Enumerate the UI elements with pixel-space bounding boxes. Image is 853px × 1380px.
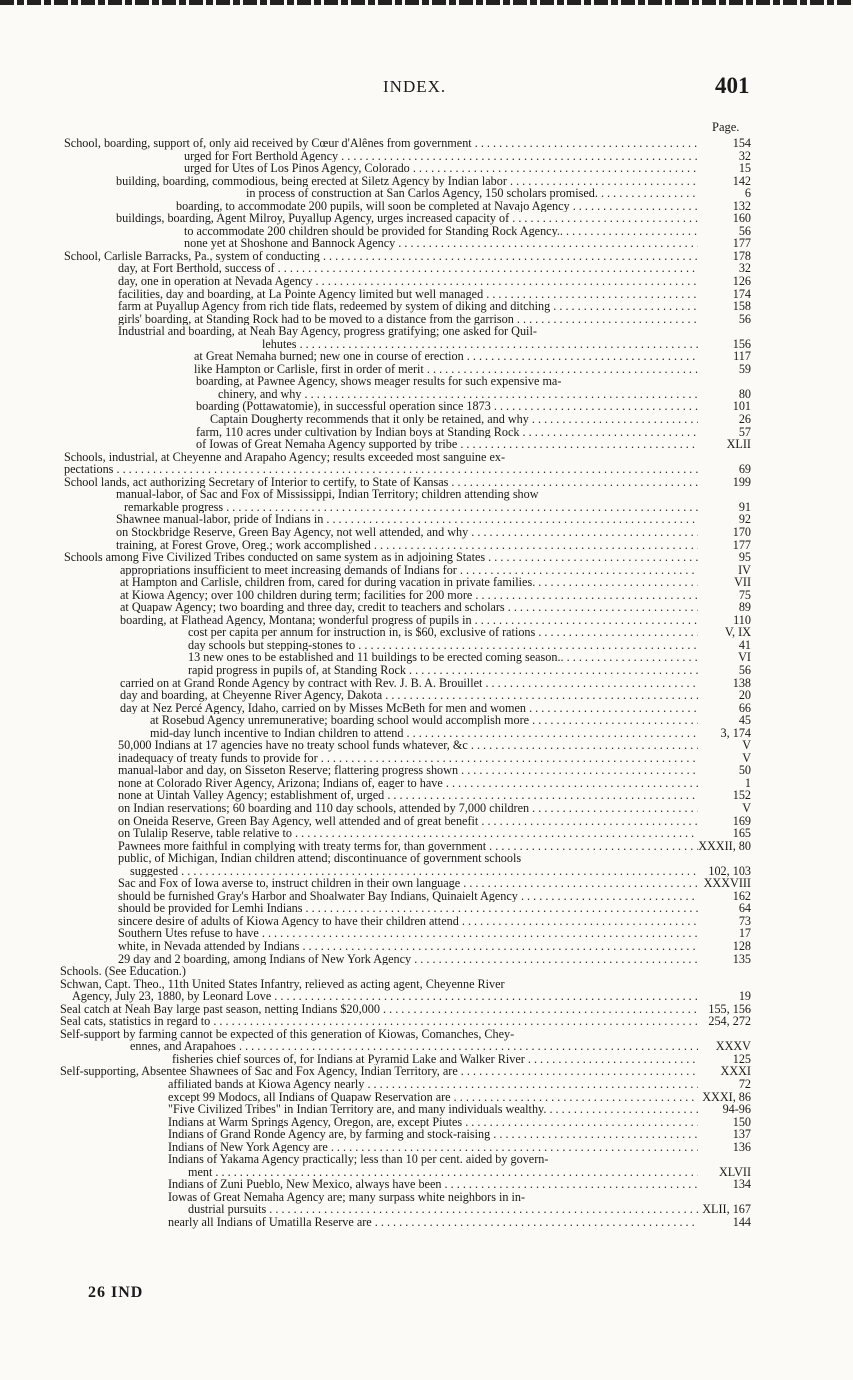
index-entry — [0, 1116, 853, 1129]
entry-page-ref: XXXVIII — [703, 876, 751, 891]
entry-text: at Hampton and Carlisle, children from, cared for during vacation in private families. . . . — [120, 576, 698, 589]
entry-page-ref: 152 — [732, 788, 751, 803]
entry-page-ref: V — [742, 800, 751, 815]
entry-text: boarding, at Pawnee Agency, shows meager results for such expensive ma- — [196, 374, 562, 389]
entry-text: manual-labor and day, on Sisseton Reserve; flattering progress shown . . . — [118, 764, 698, 777]
index-entry — [0, 815, 853, 828]
entry-text: none yet at Shoshone and Bannock Agency . . . — [184, 237, 698, 250]
entry-page-ref: 160 — [732, 211, 751, 226]
entry-page-ref: 199 — [732, 474, 751, 489]
entry-page-ref: 169 — [732, 813, 751, 828]
entry-page-ref: 135 — [732, 951, 751, 966]
index-entry — [0, 526, 853, 539]
index-entry — [0, 789, 853, 802]
entry-text: remarkable progress . . . — [124, 501, 698, 514]
index-entry — [0, 890, 853, 903]
entry-text: mid-day lunch incentive to Indian children to attend . . . — [150, 727, 698, 740]
entry-text: day and boarding, at Cheyenne River Agency, Dakota . . . — [120, 689, 698, 702]
entry-page-ref: 134 — [732, 1177, 751, 1192]
entry-page-ref: 92 — [738, 512, 751, 527]
index-entry — [0, 827, 853, 840]
index-entry — [0, 639, 853, 652]
index-entry — [0, 965, 853, 978]
index-entry — [0, 1040, 853, 1053]
entry-text: at Kiowa Agency; over 100 children during term; facilities for 200 more . . . — [120, 589, 698, 602]
index-entry — [0, 338, 853, 351]
entry-text: fisheries chief sources of, for Indians at Pyramid Lake and Walker River . . . — [172, 1053, 698, 1066]
index-entry — [0, 601, 853, 614]
index-entry — [0, 564, 853, 577]
entry-page-ref: 26 — [738, 412, 751, 427]
index-entry — [0, 752, 853, 765]
index-entry — [0, 990, 853, 1003]
entry-text: except 99 Modocs, all Indians of Quapaw Reservation are . . . — [168, 1091, 698, 1104]
index-entry — [0, 902, 853, 915]
entry-text: facilities, day and boarding, at La Pointe Agency limited but well managed . . . — [118, 288, 698, 301]
index-entry — [0, 689, 853, 702]
index-entry — [0, 714, 853, 727]
index-entry — [0, 187, 853, 200]
index-entry — [0, 288, 853, 301]
index-entry — [0, 915, 853, 928]
entry-page-ref: 95 — [738, 550, 751, 565]
entry-page-ref: 154 — [732, 136, 751, 150]
index-entry — [0, 250, 853, 263]
index-entry — [0, 375, 853, 388]
entry-text: urged for Fort Berthold Agency . . . — [184, 150, 698, 163]
signature-mark: 26 IND — [88, 1284, 144, 1301]
entry-page-ref: 41 — [738, 637, 751, 652]
index-entry — [0, 1216, 853, 1229]
entry-page-ref: 64 — [738, 901, 751, 916]
entry-page-ref: 45 — [738, 713, 751, 728]
entry-text: boarding, at Flathead Agency, Montana; wonderful progress of pupils in . . . — [120, 614, 698, 627]
entry-text: Schools, industrial, at Cheyenne and Arapaho Agency; results exceeded most sanguine ex- — [64, 449, 506, 464]
index-entry — [0, 275, 853, 288]
index-entry — [0, 1153, 853, 1166]
entry-text: 13 new ones to be established and 11 buildings to be erected coming season.. . . . — [188, 651, 698, 664]
index-entry — [0, 877, 853, 890]
entry-text: Shawnee manual-labor, pride of Indians in . . . — [116, 513, 698, 526]
entry-page-ref: XLII, 167 — [702, 1202, 751, 1217]
index-entry — [0, 200, 853, 213]
index-entry — [0, 413, 853, 426]
entry-page-ref: 142 — [732, 173, 751, 188]
index-entry — [0, 927, 853, 940]
entry-page-ref: IV — [738, 562, 751, 577]
entry-text: Iowas of Great Nemaha Agency are; many surpass white neighbors in in- — [168, 1189, 526, 1204]
entry-text: Pawnees more faithful in complying with treaty terms for, than government . . . — [118, 840, 698, 853]
index-entry — [0, 400, 853, 413]
entry-text: boarding (Pottawatomie), in successful operation since 1873 . . . — [196, 400, 698, 413]
entry-page-ref: 177 — [732, 537, 751, 552]
entry-text: Indians of Zuni Pueblo, New Mexico, always have been . . . — [168, 1178, 698, 1191]
entry-text: Schwan, Capt. Theo., 11th United States Infantry, relieved as acting agent, Cheyenne River — [60, 976, 505, 991]
entry-page-ref: V — [742, 750, 751, 765]
entry-text: Self-supporting, Absentee Shawnees of Sac and Fox Agency, Indian Territory, are . . . — [60, 1065, 698, 1078]
index-entry — [0, 1065, 853, 1078]
entry-text: at Great Nemaha burned; new one in course of erection . . . — [194, 350, 698, 363]
entry-text: suggested . . . — [130, 865, 698, 878]
index-entry — [0, 175, 853, 188]
entry-page-ref: 162 — [732, 888, 751, 903]
entry-page-ref: 3, 174 — [720, 725, 751, 740]
entry-text: on Indian reservations; 60 boarding and 110 day schools, attended by 7,000 children . . . — [118, 802, 698, 815]
index-entry — [0, 802, 853, 815]
index-entry — [0, 1103, 853, 1116]
index-entry — [0, 237, 853, 250]
index-entry — [0, 777, 853, 790]
index-entry — [0, 978, 853, 991]
page-number: 401 — [715, 73, 750, 98]
entry-page-ref: 155, 156 — [708, 1001, 751, 1016]
entry-page-ref: 32 — [738, 148, 751, 163]
entry-text: Sac and Fox of Iowa averse to, instruct children in their own language . . . — [118, 877, 698, 890]
entry-page-ref: 32 — [738, 261, 751, 276]
entry-text: dustrial pursuits . . . — [188, 1203, 698, 1216]
index-entry — [0, 513, 853, 526]
index-entry — [0, 1166, 853, 1179]
entry-page-ref: 20 — [738, 688, 751, 703]
index-entry — [0, 325, 853, 338]
entry-text: nearly all Indians of Umatilla Reserve are . . . — [168, 1216, 698, 1229]
entry-page-ref: 110 — [733, 612, 751, 627]
index-entry — [0, 300, 853, 313]
entry-page-ref: V, IX — [724, 625, 751, 640]
entry-page-ref: VII — [734, 575, 751, 590]
entry-text: day, at Fort Berthold, success of . . . — [118, 262, 698, 275]
entry-page-ref: V — [742, 738, 751, 753]
entry-page-ref: 165 — [732, 826, 751, 841]
entry-page-ref: 132 — [732, 198, 751, 213]
index-entry — [0, 764, 853, 777]
entry-page-ref: 137 — [732, 1127, 751, 1142]
entry-text: ment . . . — [188, 1166, 698, 1179]
entry-page-ref: 126 — [732, 274, 751, 289]
index-entry — [0, 852, 853, 865]
entry-page-ref: 56 — [738, 662, 751, 677]
entry-page-ref: XXXI — [720, 1064, 751, 1079]
index-entry — [0, 651, 853, 664]
entry-text: buildings, boarding, Agent Milroy, Puyallup Agency, urges increased capacity of . . . — [116, 212, 698, 225]
entry-page-ref: 66 — [738, 700, 751, 715]
entry-page-ref: VI — [738, 650, 751, 665]
entry-text: Indians of Yakama Agency practically; less than 10 per cent. aided by govern- — [168, 1152, 549, 1167]
entry-text: Southern Utes refuse to have . . . — [118, 927, 698, 940]
index-entry — [0, 677, 853, 690]
entry-text: Indians at Warm Springs Agency, Oregon, are, except Piutes . . . — [168, 1116, 698, 1129]
entry-page-ref: 117 — [733, 349, 751, 364]
entry-page-ref: 6 — [744, 186, 751, 201]
entry-page-ref: 1 — [744, 775, 751, 790]
entry-page-ref: 56 — [738, 223, 751, 238]
index-entry — [0, 1078, 853, 1091]
index-entry — [0, 150, 853, 163]
index-entry — [0, 1203, 853, 1216]
entry-text: 50,000 Indians at 17 agencies have no treaty school funds whatever, &c . . . — [118, 739, 698, 752]
entry-page-ref: 158 — [732, 299, 751, 314]
entry-page-ref: 174 — [732, 286, 751, 301]
index-entry — [0, 350, 853, 363]
entry-page-ref: 177 — [732, 236, 751, 251]
index-entry — [0, 262, 853, 275]
entry-text: sincere desire of adults of Kiowa Agency to have their children attend . . . — [118, 915, 698, 928]
entry-page-ref: 170 — [732, 524, 751, 539]
entry-text: appropriations insufficient to meet increasing demands of Indians for . . . — [120, 564, 698, 577]
index-entry — [0, 727, 853, 740]
entry-text: manual-labor, of Sac and Fox of Mississippi, Indian Territory; children attending show — [116, 487, 539, 502]
entry-text: rapid progress in pupils of, at Standing Rock . . . — [188, 664, 698, 677]
index-entry — [0, 664, 853, 677]
index-entry — [0, 1015, 853, 1028]
entry-text: School lands, act authorizing Secretary of Interior to certify, to State of Kansas . . . — [64, 476, 698, 489]
entry-page-ref: 102, 103 — [708, 863, 751, 878]
entry-text: white, in Nevada attended by Indians . . . — [118, 940, 698, 953]
entry-page-ref: 17 — [738, 926, 751, 941]
entry-page-ref: 138 — [732, 675, 751, 690]
index-entry — [0, 488, 853, 501]
entry-text: urged for Utes of Los Pinos Agency, Colorado . . . — [184, 162, 698, 175]
entry-text: affiliated bands at Kiowa Agency nearly . . . — [168, 1078, 698, 1091]
entry-text: Agency, July 23, 1880, by Leonard Love . . . — [72, 990, 698, 1003]
entry-page-ref: 254, 272 — [708, 1014, 751, 1029]
entry-text: day schools but stepping-stones to . . . — [188, 639, 698, 652]
entry-text: 29 day and 2 boarding, among Indians of New York Agency . . . — [118, 953, 698, 966]
index-entry — [0, 576, 853, 589]
entry-page-ref: 156 — [732, 336, 751, 351]
entry-page-ref: 57 — [738, 424, 751, 439]
entry-text: Schools. (See Education.) — [60, 964, 186, 979]
index-entry — [0, 501, 853, 514]
entry-text: to accommodate 200 children should be provided for Standing Rock Agency.. . . . — [184, 225, 698, 238]
entry-page-ref: XLVII — [718, 1164, 751, 1179]
index-entry — [0, 940, 853, 953]
entry-text: Seal cats, statistics in regard to . . . — [60, 1015, 698, 1028]
entry-text: at Quapaw Agency; two boarding and three day, credit to teachers and scholars . . . — [120, 601, 698, 614]
entry-page-ref: 125 — [732, 1051, 751, 1066]
entry-page-ref: 69 — [738, 462, 751, 477]
entry-page-ref: 150 — [732, 1114, 751, 1129]
entry-page-ref: 128 — [732, 939, 751, 953]
entry-text: day at Nez Percé Agency, Idaho, carried on by Misses McBeth for men and women . . . — [120, 702, 698, 715]
entry-text: chinery, and why . . . — [218, 388, 698, 401]
entry-text: Seal catch at Neah Bay large past season, netting Indians $20,000 . . . — [60, 1003, 698, 1016]
entry-page-ref: 89 — [738, 600, 751, 615]
index-entry — [0, 1128, 853, 1141]
entry-page-ref: 15 — [738, 161, 751, 176]
index-entry — [0, 626, 853, 639]
entry-page-ref: 80 — [738, 386, 751, 401]
index-entry — [0, 137, 853, 150]
entry-text: should be furnished Gray's Harbor and Shoalwater Bay Indians, Quinaielt Agency . . . — [118, 890, 698, 903]
entry-text: in process of construction at San Carlos Agency, 150 scholars promised. . . . — [246, 187, 698, 200]
index-entry — [0, 162, 853, 175]
entry-text: on Tulalip Reserve, table relative to . . . — [118, 827, 698, 840]
entry-text: School, boarding, support of, only aid received by Cœur d'Alênes from government . . . — [64, 137, 698, 150]
entry-page-ref: 56 — [738, 311, 751, 326]
page-column-label: Page. — [712, 120, 740, 134]
entry-page-ref: 136 — [732, 1139, 751, 1154]
entry-page-ref: XLII — [726, 437, 751, 452]
entry-text: none at Uintah Valley Agency; establishment of, urged . . . — [118, 789, 698, 802]
entry-page-ref: 101 — [732, 399, 751, 414]
entry-page-ref: XXXI, 86 — [702, 1089, 751, 1104]
entry-text: inadequacy of treaty funds to provide for . . . — [118, 752, 698, 765]
entry-text: should be provided for Lemhi Indians . . . — [118, 902, 698, 915]
index-entries — [0, 137, 853, 1229]
entry-text: day, one in operation at Nevada Agency . . . — [118, 275, 698, 288]
entry-text: "Five Civilized Tribes" in Indian Territory are, and many individuals wealthy. . . . — [168, 1103, 698, 1116]
entry-text: none at Colorado River Agency, Arizona; Indians of, eager to have . . . — [118, 777, 698, 790]
entry-text: lehutes . . . — [262, 338, 698, 351]
entry-text: like Hampton or Carlisle, first in order of merit . . . — [194, 363, 698, 376]
entry-page-ref: XXXII, 80 — [698, 838, 751, 853]
index-entry — [0, 212, 853, 225]
entry-text: Indians of New York Agency are . . . — [168, 1141, 698, 1154]
index-entry — [0, 702, 853, 715]
index-entry — [0, 451, 853, 464]
entry-text: at Rosebud Agency unremunerative; boarding school would accomplish more . . . — [150, 714, 698, 727]
entry-text: carried on at Grand Ronde Agency by contract with Rev. J. B. A. Brouillet . . . — [120, 677, 698, 690]
entry-text: building, boarding, commodious, being erected at Siletz Agency by Indian labor . . . — [116, 175, 698, 188]
index-entry — [0, 426, 853, 439]
top-border-rule — [0, 0, 853, 5]
entry-text: Captain Dougherty recommends that it only be retained, and why . . . — [210, 413, 698, 426]
entry-text: girls' boarding, at Standing Rock had to be moved to a distance from the garrison . . . — [118, 313, 698, 326]
index-entry — [0, 225, 853, 238]
entry-text: Industrial and boarding, at Neah Bay Agency, progress gratifying; one asked for Quil- — [118, 324, 537, 339]
entry-text: Indians of Grand Ronde Agency are, by farming and stock-raising . . . — [168, 1128, 698, 1141]
entry-text: School, Carlisle Barracks, Pa., system of conducting . . . — [64, 250, 698, 263]
entry-text: training, at Forest Grove, Oreg.; work accomplished . . . — [116, 539, 698, 552]
entry-text: farm at Puyallup Agency from rich tide flats, redeemed by system of diking and ditching . . . — [118, 300, 698, 313]
entry-page-ref: 94-96 — [722, 1102, 751, 1117]
entry-page-ref: 59 — [738, 361, 751, 376]
entry-text: pectations . . . — [64, 463, 698, 476]
index-entry — [0, 739, 853, 752]
entry-text: farm, 110 acres under cultivation by Indian boys at Standing Rock . . . — [196, 426, 698, 439]
entry-page-ref: 144 — [732, 1215, 751, 1230]
entry-page-ref: 19 — [738, 989, 751, 1004]
index-entry — [0, 589, 853, 602]
entry-page-ref: 73 — [738, 913, 751, 928]
entry-page-ref: 178 — [732, 248, 751, 263]
running-head: INDEX. — [383, 77, 447, 96]
entry-page-ref: XXXV — [715, 1039, 751, 1054]
entry-text: of Iowas of Great Nemaha Agency supported by tribe . . . — [196, 438, 698, 451]
index-entry — [0, 551, 853, 564]
entry-text: on Stockbridge Reserve, Green Bay Agency, not well attended, and why . . . — [116, 526, 698, 539]
entry-text: Self-support by farming cannot be expected of this generation of Kiowas, Comanches, Chey- — [60, 1026, 515, 1041]
index-entry — [0, 539, 853, 552]
entry-text: Schools among Five Civilized Tribes conducted on same system as in adjoining States . . . — [64, 551, 698, 564]
entry-page-ref: 50 — [738, 763, 751, 778]
index-entry — [0, 438, 853, 451]
entry-text: boarding, to accommodate 200 pupils, will soon be completed at Navajo Agency . . . — [176, 200, 698, 213]
entry-text: on Oneida Reserve, Green Bay Agency, well attended and of great benefit . . . — [118, 815, 698, 828]
entry-text: public, of Michigan, Indian children attend; discontinuance of government schools — [118, 851, 522, 866]
index-entry — [0, 463, 853, 476]
entry-page-ref: 91 — [738, 499, 751, 514]
entry-page-ref: 75 — [738, 587, 751, 602]
entry-text: ennes, and Arapahoes . . . — [130, 1040, 698, 1053]
entry-text: cost per capita per annum for instruction in, is $60, exclusive of rations . . . — [188, 626, 698, 639]
entry-page-ref: 72 — [738, 1077, 751, 1092]
index-entry — [0, 388, 853, 401]
